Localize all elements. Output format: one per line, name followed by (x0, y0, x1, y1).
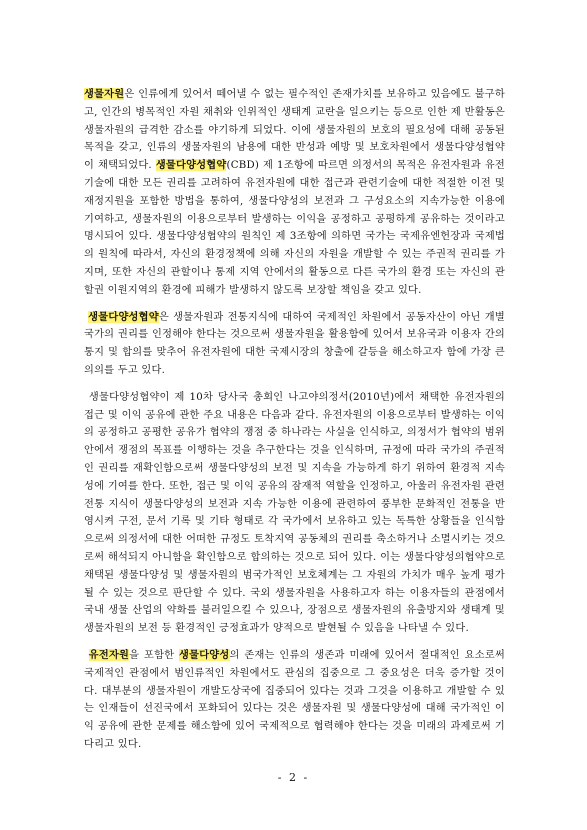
paragraph-text: (CBD) 제 1조항에 따르면 의정서의 목적은 유전자원과 유전기술에 대한 모든 권리를 고려하여 유전자원에 대한 접근과 관련기술에 대한 적절한 이전 및 재정지원을 포함한 방법을 통하여, 생물다양성의 보전과 그 구성요소의 지속가능한 이용에 기여하고, 생물자원의 이용으로부터 발생하는 이익을 공정하고 공평하게 공유하는 것이라고 명시되어 있다. 생물다양성협약의 원칙인 제 3조항에 의하면 국가는 국제유엔헌장과 국제법의 원칙에 따라서, 자신의 환경정책에 의해 자신의 자원을 개발할 수 있는 주권적 권리를 가지며, 또한 자신의 관할이나 통제 지역 안에서의 활동으로 다른 국가의 환경 또는 자신의 관할권 이원지역의 환경에 피해가 발생하지 않도록 보장할 책임을 갖고 있다. (84, 160, 505, 296)
paragraph-3 (84, 389, 505, 638)
paragraph-text: 은 인류에게 있어서 떼어낼 수 없는 필수적인 존재가치를 보유하고 있음에도 불구하고, 인간의 병목적인 자원 채취와 인위적인 생태계 교란을 일으키는 등으로 인한 제 반활동은 생물자원의 급격한 감소를 야기하게 되었다. 이에 생물자원의 보호의 필요성에 대해 공동된 목적을 갖고, 인류의 생물자원의 남용에 대한 반성과 예방 및 보호차원에서 생물다양성협약이 채택되었다. (84, 89, 505, 172)
paragraph-text: 생물다양성협약이 제 10차 당사국 총회인 나고야의정서(2010년)에서 채택한 유전자원의 접근 및 이익 공유에 관한 주요 내용은 다음과 같다. 유전자원의 이용으로부터 발생하는 이익의 공정하고 공평한 공유가 협약의 쟁점 중 하나라는 사실을 인식하고, 의정서가 협약의 범위 안에서 쟁점의 목표를 이행하는 것을 추구한다는 것을 인식하며, 규정에 따라 국가의 주권적인 권리를 재확인함으로써 생물다양성의 보전 및 지속을 가능하게 하기 위하여 환경적 지속성에 기여를 한다. 또한, 접근 및 이익 공유의 잠재적 역할을 인정하고, 아울러 유전자원 관련 전통 지식이 생물다양성의 보전과 지속 가능한 이용에 관련하여 풍부한 문화적인 전통을 반영시켜 구전, 문서 기록 및 기타 형태로 각 국가에서 보유하고 있는 독특한 상황들을 인식함으로써 의정서에 대한 어떠한 규정도 토착지역 공동체의 권리를 축소하거나 소멸시키는 것으로써 해석되지 아니함을 확인함으로 합의하는 것으로 되어 있다. 이는 생물다양성의협약으로 채택된 생물다양성 및 생물자원의 범국가적인 보호체계는 그 자원의 가치가 매우 높게 평가될 수 있는 것으로 판단할 수 있다. 국외 생물자원을 사용하고자 하는 이용자들의 관점에서 국내 생물 산업의 약화를 불러일으킬 수 있으나, 장점으로 생물자원의 유출방지와 생태계 및 생물자원의 보전 등 환경적인 긍정효과가 양적으로 발현될 수 있음을 나타낼 수 있다. (84, 391, 505, 635)
page-number: - 2 - (277, 771, 310, 784)
paragraph-text: 의 존재는 인류의 생존과 미래에 있어서 절대적인 요소로써 국제적인 관점에서 범인류적인 차원에서도 관심의 집중으로 그 중요성은 더욱 증가할 것이다. 대부분의 생물자원이 개발도상국에 집중되어 있다는 것과 그것을 이용하고 개발할 수 있는 인재들이 선진국에서 포화되어 있다는 것은 생물자원 및 생물다양성에 대해 국가적인 이익 공유에 관한 문제를 해소함에 있어 국제적으로 협력해야 한다는 것을 미래의 과제로써 기다리고 있다. (84, 649, 505, 750)
highlighted-term: 생물자원 (84, 88, 125, 100)
highlighted-term: 생물다양성 (179, 648, 230, 661)
highlighted-term: 생물다양성협약 (88, 310, 159, 323)
paragraph-4 (84, 647, 505, 754)
paragraph-text: 을 포함한 (129, 649, 180, 661)
document-body (84, 86, 505, 754)
highlighted-term: 유전자원 (88, 648, 130, 661)
paragraph-1 (84, 86, 505, 300)
paragraph-2 (84, 309, 505, 380)
highlighted-term: 생물다양성협약 (155, 159, 227, 172)
paragraph-text: 은 생물자원과 전통지식에 대하여 국제적인 차원에서 공동자산이 아닌 개별 국가의 권리를 인정해야 한다는 것으로써 생물자원을 활용함에 있어서 보유국과 이용자 간의 통지 및 합의를 맞추어 유전자원에 대한 국제시장의 창출에 갈등을 해소하고자 함에 가장 큰 의의를 두고 있다. (84, 311, 505, 376)
